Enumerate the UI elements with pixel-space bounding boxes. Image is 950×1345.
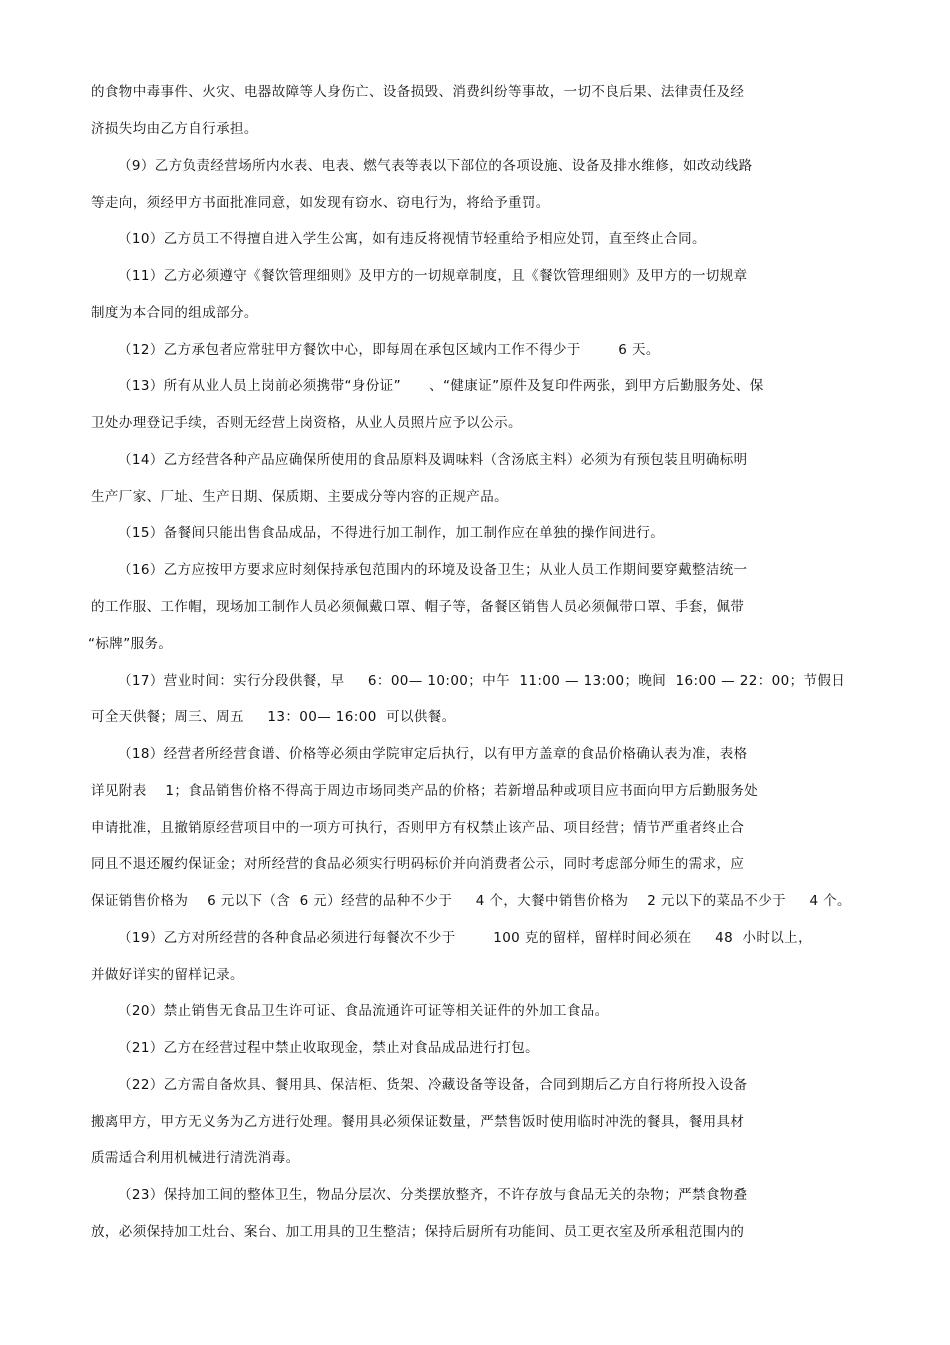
text-line: （16）乙方应按甲方要求应时刻保持承包范围内的环境及设备卫生；从业人员工作期间要穿戴整洁统一 [118, 562, 748, 578]
text-line: 生产厂家、厂址、生产日期、保质期、主要成分等内容的正规产品。 [91, 489, 508, 505]
text-line: 同且不退还履约保证金；对所经营的食品必须实行明码标价并向消费者公示，同时考虑部分师生的需求，应 [91, 856, 745, 872]
text-line: （21）乙方在经营过程中禁止收取现金，禁止对食品成品进行打包。 [118, 1040, 540, 1056]
text-line: 济损失均由乙方自行承担。 [91, 121, 258, 137]
text-line: 的食物中毒事件、火灾、电器故障等人身伤亡、设备损毁、消费纠纷等事故，一切不良后果、法律责任及经 [91, 84, 745, 100]
text-line: （9）乙方负责经营场所内水表、电表、燃气表等表以下部位的各项设施、设备及排水维修，如改动线路 [118, 158, 753, 174]
text-line: 的工作服、工作帽，现场加工制作人员必须佩戴口罩、帽子等，备餐区销售人员必须佩带口罩、手套，佩带 [91, 599, 745, 615]
text-line: （14）乙方经营各种产品应确保所使用的食品原料及调味料（含汤底主料）必须为有预包装且明确标明 [118, 452, 748, 468]
text-line: “标牌”服务。 [88, 636, 173, 652]
text-line: 质需适合利用机械进行清洗消毒。 [91, 1150, 300, 1166]
text-line: （12）乙方承包者应常驻甲方餐饮中心，即每周在承包区域内工作不得少于 6 天。 [118, 342, 660, 358]
text-line: （23）保持加工间的整体卫生，物品分层次、分类摆放整齐，不许存放与食品无关的杂物；严禁食物叠 [118, 1187, 748, 1203]
text-line: （17）营业时间：实行分段供餐，早 6：00— 10:00；中午 11:00 — 13:00；晚间 16:00 — 22：00；节假日 [118, 673, 846, 689]
text-line: （22）乙方需自备炊具、餐用具、保洁柜、货架、冷藏设备等设备，合同到期后乙方自行将所投入设备 [118, 1077, 748, 1093]
text-line: （20）禁止销售无食品卫生许可证、食品流通许可证等相关证件的外加工食品。 [118, 1003, 609, 1019]
text-line: 放，必须保持加工灶台、案台、加工用具的卫生整洁；保持后厨所有功能间、员工更衣室及所承租范围内的 [91, 1224, 745, 1240]
text-line: 详见附表 1；食品销售价格不得高于周边市场同类产品的价格；若新增品种或项目应书面向甲方后勤服务处 [91, 783, 759, 799]
text-line: 等走向，须经甲方书面批准同意，如发现有窃水、窃电行为，将给予重罚。 [91, 195, 550, 211]
text-line: 可全天供餐；周三、周五 13：00— 16:00 可以供餐。 [91, 709, 456, 725]
text-line: 制度为本合同的组成部分。 [91, 305, 258, 321]
text-line: （19）乙方对所经营的各种食品必须进行每餐次不少于 100 克的留样，留样时间必须在 48 小时以上， [118, 930, 812, 946]
text-line: 卫处办理登记手续，否则无经营上岗资格，从业人员照片应予以公示。 [91, 415, 522, 431]
text-line: 并做好详实的留样记录。 [91, 967, 244, 983]
text-line: 搬离甲方，甲方无义务为乙方进行处理。餐用具必须保证数量，严禁售饭时使用临时冲洗的餐具，餐用具材 [91, 1114, 745, 1130]
text-line: （13）所有从业人员上岗前必须携带“身份证” 、“健康证”原件及复印件两张，到甲方后勤服务处、保 [118, 378, 764, 394]
text-line: 申请批准，且撤销原经营项目中的一项方可执行，否则甲方有权禁止该产品、项目经营；情节严重者终止合 [91, 820, 745, 836]
text-line: （15）备餐间只能出售食品成品，不得进行加工制作，加工制作应在单独的操作间进行。 [118, 525, 665, 541]
text-line: （11）乙方必须遵守《餐饮管理细则》及甲方的一切规章制度，且《餐饮管理细则》及甲方的一切规章 [118, 268, 748, 284]
text-line: （10）乙方员工不得擅自进入学生公寓，如有违反将视情节轻重给予相应处罚，直至终止合同。 [118, 231, 706, 247]
text-line: 保证销售价格为 6 元以下（含 6 元）经营的品种不少于 4 个，大餐中销售价格为 2 元以下的菜品不少于 4 个。 [91, 893, 851, 909]
text-line: （18）经营者所经营食谱、价格等必须由学院审定后执行，以有甲方盖章的食品价格确认表为准，表格 [118, 746, 748, 762]
